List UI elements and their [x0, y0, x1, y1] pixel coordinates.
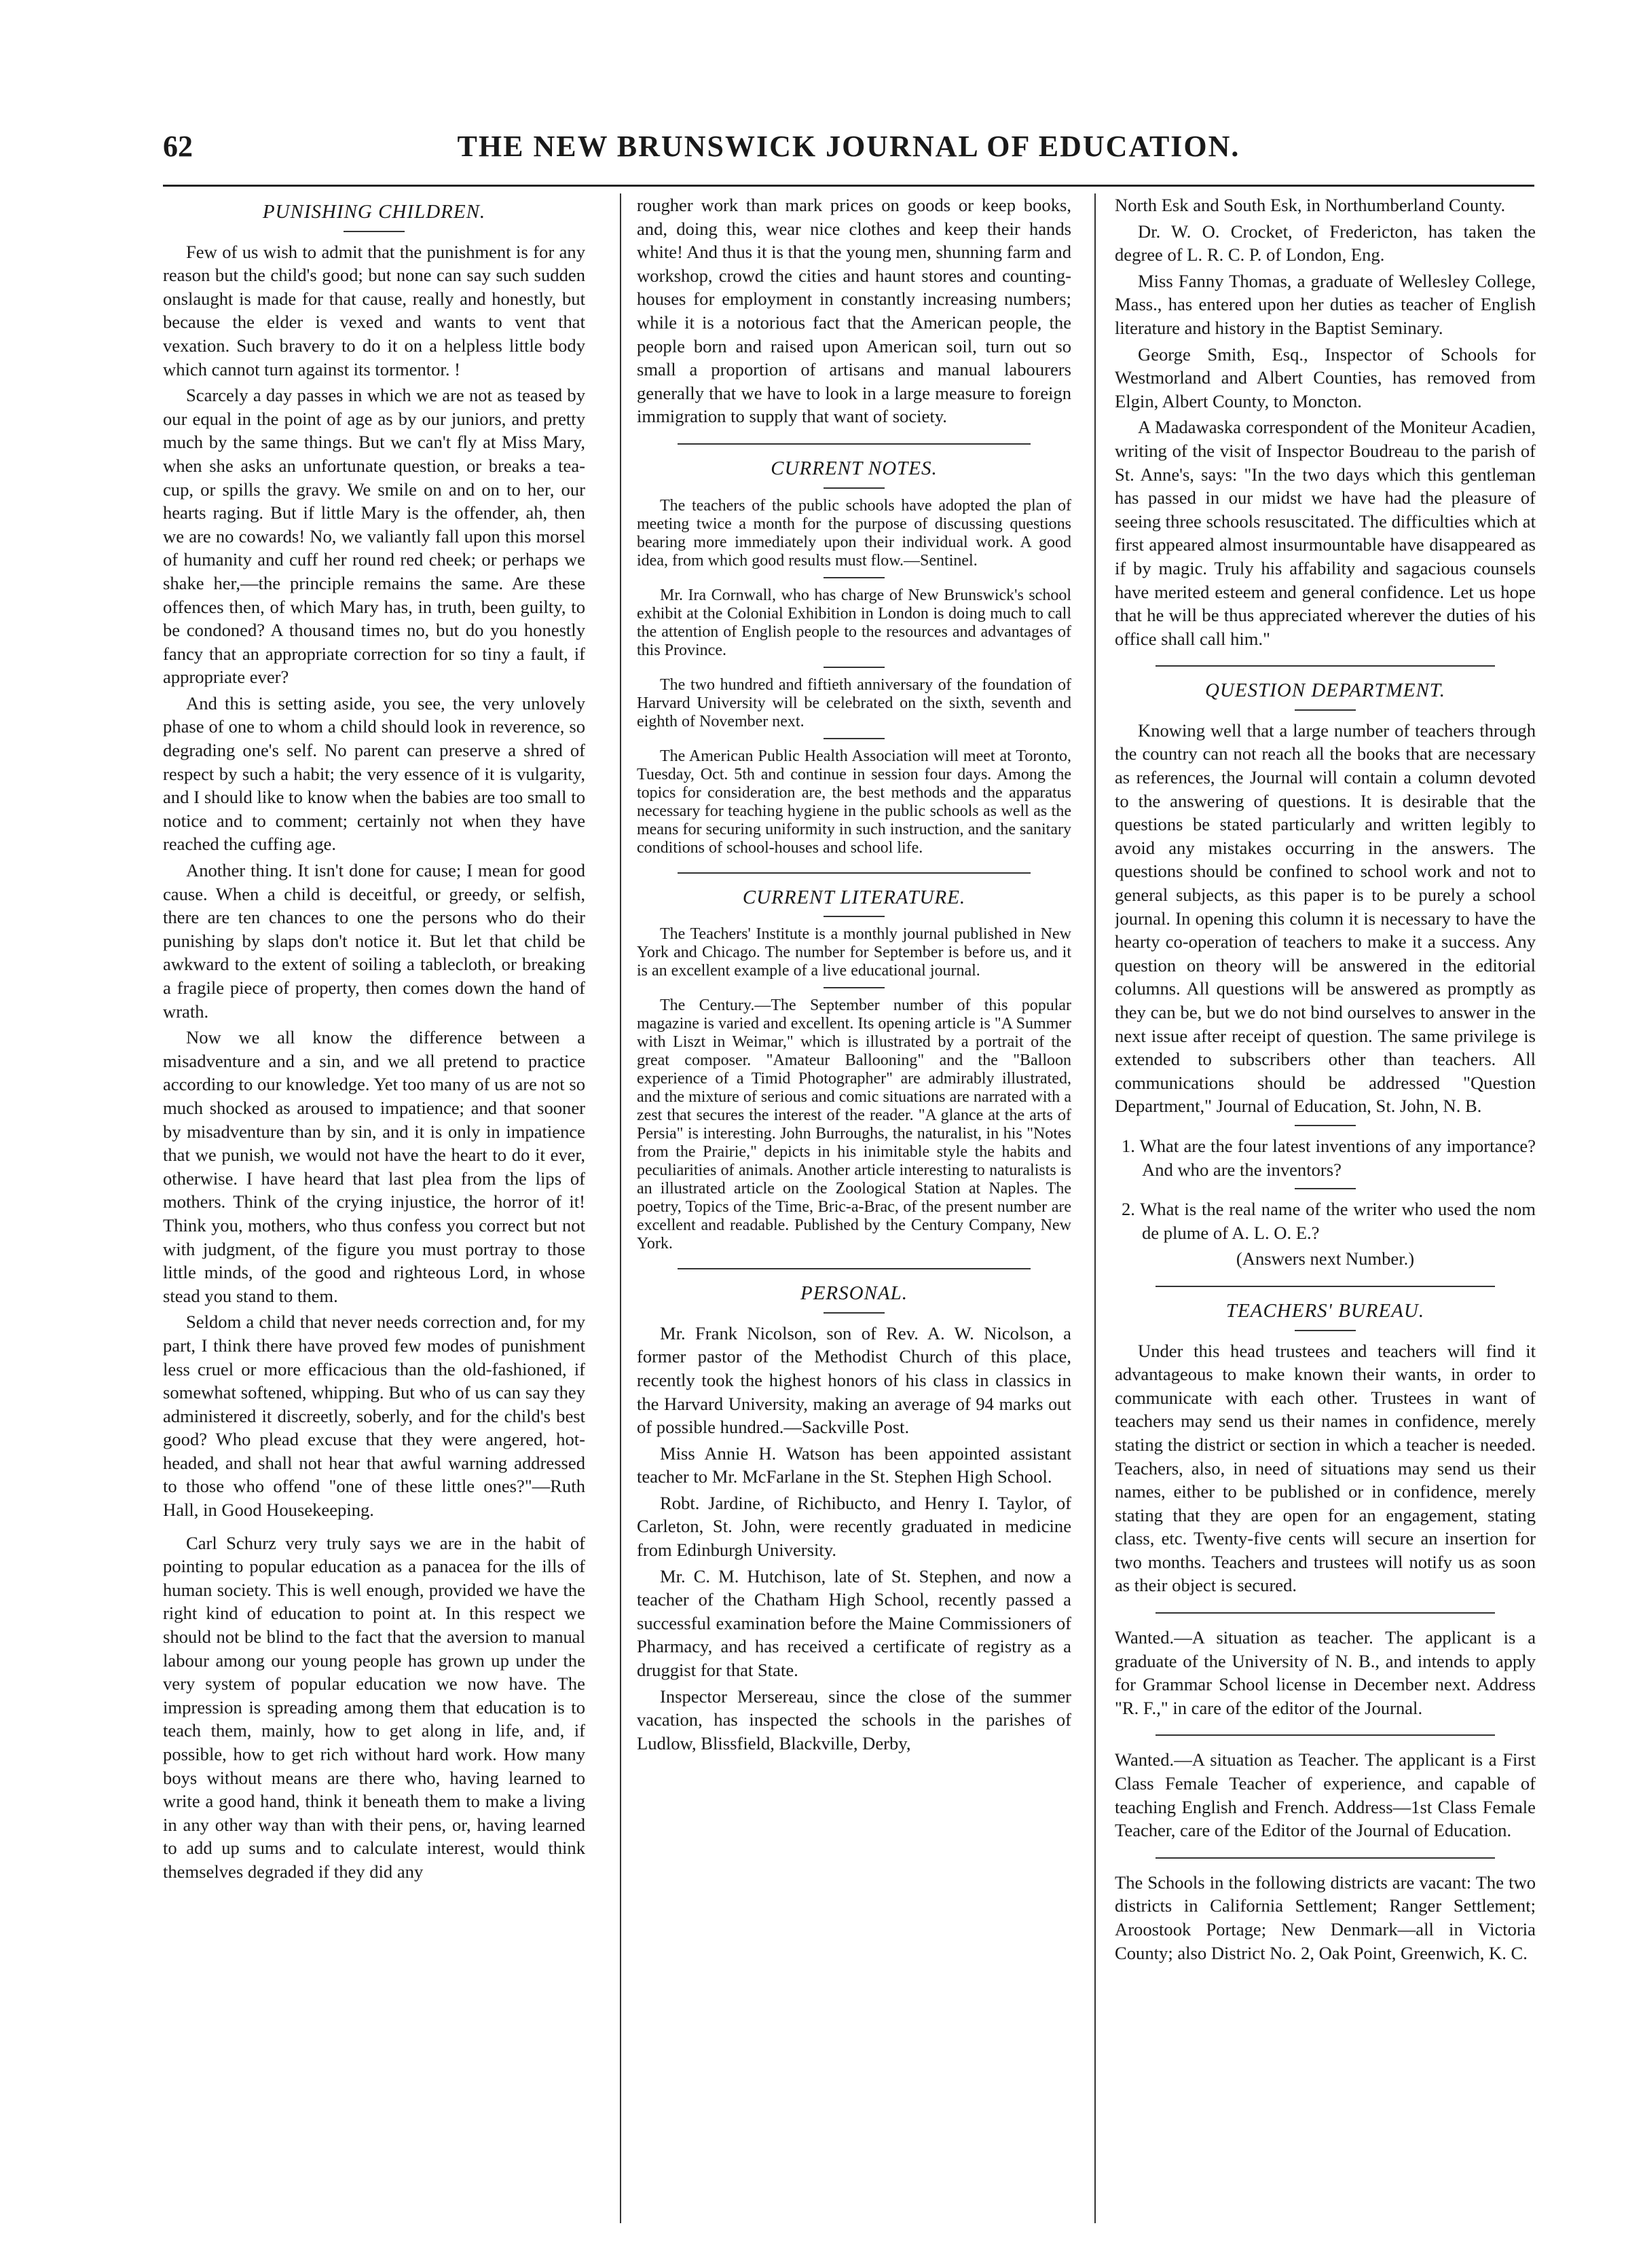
short-rule	[824, 987, 885, 988]
personal-item: A Madawaska correspondent of the Moniteur Acadien, writing of the visit of Inspector Boudreau to the parish of St. Anne's, says: "In the two days which this gentleman has passed in our midst we have had the pleasure of seeing three schools resuscitated. The difficulties which at first appeared almost insurmountable have disappeared as if by magic. Truly his affability and sagacious counsels have merited esteem and general confidence. Let us hope that he will be thus appreciated wherever the duties of his office shall call him."	[1115, 417, 1536, 649]
section-rule	[678, 1268, 1031, 1269]
bureau-advert: Wanted.—A situation as teacher. The applicant is a graduate of the University of N. B., and intends to apply for Grammar School license in December next. Address "R. F.," in care of the editor of the Journal.	[1115, 1627, 1536, 1718]
journal-title: THE NEW BRUNSWICK JOURNAL OF EDUCATION.	[457, 130, 1240, 163]
bureau-advert: The Schools in the following districts are vacant: The two districts in California Settlement; Ranger Settlement; Aroostook Portage; New Denmark—all in Victoria County; also District No. 2, Oak Point, Greenwich, K. C.	[1115, 1872, 1536, 1963]
short-rule	[824, 916, 885, 917]
section-heading-personal: PERSONAL.	[800, 1282, 908, 1305]
article-paragraph: Seldom a child that never needs correction and, for my part, I think there have proved few modes of punishment less cruel or more efficacious than the old-fashioned, if somewhat softened, whipping. But who of us can say they administered it discreetly, soberly, and for the child's best good? Who plead excuse that they were angered, hot-headed, and shall not hear that awful warning addressed to those who offend "one of these little ones?"—Ruth Hall, in Good Housekeeping.	[163, 1312, 585, 1521]
personal-item: Mr. C. M. Hutchison, late of St. Stephen, and now a teacher of the Chatham High School, recently passed a successful examination before the Maine Commissioners of Pharmacy, and has received a certificate of registry as a druggist for that State.	[637, 1565, 1071, 1681]
column-rule	[620, 193, 621, 2223]
section-rule	[1156, 1857, 1495, 1859]
personal-item: Dr. W. O. Crocket, of Fredericton, has taken the degree of L. R. C. P. of London, Eng.	[1115, 221, 1536, 265]
section-rule	[1156, 1286, 1495, 1287]
personal-item: Inspector Mersereau, since the close of the summer vacation, has inspected the schools in the parishes of Ludlow, Blissfield, Blackville, Derby,	[637, 1686, 1071, 1753]
personal-item: Miss Fanny Thomas, a graduate of Wellesley College, Mass., has entered upon her duties as teacher of English literature and history in the Baptist Seminary.	[1115, 270, 1536, 338]
short-rule	[824, 487, 885, 489]
page-number: 62	[163, 130, 193, 163]
personal-item: Robt. Jardine, of Richibucto, and Henry I. Taylor, of Carleton, St. John, were recently graduated in medicine from Edinburgh University.	[637, 1492, 1071, 1561]
short-rule	[824, 667, 885, 668]
spacer	[163, 1525, 585, 1531]
short-rule	[1295, 1330, 1356, 1331]
question-item: 2. What is the real name of the writer who used the nom de plume of A. L. O. E.?	[1122, 1199, 1536, 1243]
section-rule	[678, 443, 1031, 445]
column-middle	[637, 193, 1071, 2223]
question-item: 1. What are the four latest inventions of any importance? And who are the inventors?	[1122, 1135, 1536, 1180]
literature-item: The Century.—The September number of this popular magazine is varied and excellent. Its opening article is "A Summer with Liszt in Weimar," which is illustrated by a portrait of the great composer. "Amateur Ballooning" and the "Balloon experience of a Timid Photographer" are admirably illustrated, and the mixture of serious and comic situations are narrated with a zest that secures the interest of the reader. "A glance at the arts of Persia" is interesting. John Burroughs, the naturalist, in his "Notes from the Prairie," depicts in his inimitable style the habits and peculiarities of animals. Another article interesting to naturalists is an illustrated article on the Zoological Station at Naples. The poetry, Topics of the Time, Bric-a-Brac, of the present number are excellent and readable. Published by the Century Company, New York.	[637, 997, 1071, 1253]
literature-block	[637, 925, 1071, 1253]
column-left	[163, 193, 585, 2223]
article-paragraph: Another thing. It isn't done for cause; I mean for good cause. When a child is deceitful, or greedy, or selfish, there are ten chances to one the persons who do their punishing by slaps don't notice it. But let that child be awkward to the extent of soiling a tablecloth, or breaking a fragile piece of property, then comes down the hand of wrath.	[163, 860, 585, 1022]
personal-item: Miss Annie H. Watson has been appointed assistant teacher to Mr. McFarlane in the St. Stephen High School.	[637, 1443, 1071, 1487]
personal-item: Mr. Frank Nicolson, son of Rev. A. W. Nicolson, a former pastor of the Methodist Church of this place, recently took the highest honors of his class in classics in the Harvard University, making an average of 94 marks out of possible hundred.—Sackville Post.	[637, 1322, 1071, 1438]
personal-item: North Esk and South Esk, in Northumberland County.	[1115, 195, 1506, 215]
notes-block	[637, 497, 1071, 857]
section-heading-current-notes: CURRENT NOTES.	[771, 457, 938, 479]
note-item: The teachers of the public schools have adopted the plan of meeting twice a month for the purpose of discussing questions bearing more immediately upon their individual work. A good idea, from which good results must flow.—Sentinel.	[637, 496, 1071, 570]
article-paragraph: And this is setting aside, you see, the very unlovely phase of one to whom a child should look in reverence, so degrading one's self. No parent can preserve a shred of respect by such a habit; the very essence of it is vulgarity, and I should like to know when the babies are too small to notice and to comment; certainly not when they have reached the cuffing age.	[163, 692, 585, 855]
section-rule	[1156, 665, 1495, 667]
article-paragraph: Scarcely a day passes in which we are not as teased by our equal in the point of age as by our juniors, and pretty much by the same things. But we can't fly at Miss Mary, when she asks an unfortunate question, or breaks a tea-cup, or spills the gravy. We smile on and on to her, our hearts raging. But if little Mary is the offender, ah, then we are no cowards! No, we valiantly fall upon this morsel of humanity and cuff her round red cheek; or perhaps we shake her,—the principle remains the same. Are these offences then, of which Mary has, in truth, been guilty, to be condoned? A thousand times no, but do you honestly fancy that an appropriate correction for so tiny a fault, if appropriate ever?	[163, 385, 585, 688]
section-rule	[1156, 1612, 1495, 1614]
short-rule	[824, 577, 885, 578]
short-rule	[824, 1312, 885, 1314]
note-item: Mr. Ira Cornwall, who has charge of New Brunswick's school exhibit at the Colonial Exhibition in London is doing much to call the attention of English people to the resources and advantages of this Province.	[637, 586, 1071, 659]
section-rule	[678, 872, 1031, 874]
article-paragraph: rougher work than mark prices on goods or keep books, and, doing this, wear nice clothes and keep their hands white! And thus it is that the young men, shunning farm and workshop, crowd the cities and haunt stores and counting-houses for employment in constantly increasing numbers; while it is a notorious fact that the American people, the people born and raised upon American soil, turn out so small a proportion of artisans and manual labourers generally that we have to look in a large measure to foreign immigration to supply that want of society.	[637, 195, 1071, 427]
short-rule	[1295, 1188, 1356, 1189]
short-rule	[344, 231, 405, 232]
personal-item: George Smith, Esq., Inspector of Schools for Westmorland and Albert Counties, has removed from Elgin, Albert County, to Moncton.	[1115, 343, 1536, 411]
section-rule	[1156, 1734, 1495, 1736]
section-heading-punishing-children: PUNISHING CHILDREN.	[262, 201, 486, 223]
section-heading-question-department: QUESTION DEPARTMENT.	[1204, 680, 1446, 702]
page-header	[163, 117, 1534, 187]
questions-list	[1115, 1134, 1536, 1244]
column-right	[1115, 193, 1536, 2223]
section-heading-current-literature: CURRENT LITERATURE.	[742, 886, 966, 908]
section-heading-teachers-bureau: TEACHERS' BUREAU.	[1225, 1299, 1425, 1322]
answers-note: (Answers next Number.)	[1236, 1248, 1415, 1269]
short-rule	[824, 738, 885, 739]
note-item: The two hundred and fiftieth anniversary of the foundation of Harvard University will be celebrated on the sixth, seventh and eighth of November next.	[637, 675, 1071, 730]
short-rule	[1295, 709, 1356, 711]
article-paragraph: Carl Schurz very truly says we are in the habit of pointing to popular education as a panacea for the ills of human society. This is well enough, provided we have the right kind of education to point at. In this respect we should not be blind to the fact that the aversion to manual labour among our young people has grown up under the very system of popular education we now have. The impression is spreading among them that education is to teach them, mainly, how to get along in life, and, if possible, how to get rich without hard work. How many boys without means are there who, having learned to write a good hand, think it beneath them to make a living in any other way than with their pens, or, having learned to add up sums and to calculate interest, would think themselves degraded if they did any	[163, 1532, 585, 1882]
literature-item: The Teachers' Institute is a monthly journal published in New York and Chicago. The number for September is before us, and it is an excellent example of a live educational journal.	[637, 925, 1071, 980]
note-item: The American Public Health Association will meet at Toronto, Tuesday, Oct. 5th and continue in session four days. Among the topics for consideration are, the best methods and the apparatus necessary for teaching hygiene in the public schools as well as the means for securing uniformity in such instruction, and the sanitary conditions of school-houses and school life.	[637, 747, 1071, 857]
question-dept-paragraph: Knowing well that a large number of teachers through the country can not reach all the books that are necessary as references, the Journal will contain a column devoted to the answering of questions. It is desirable that the questions be stated particularly and written legibly to avoid any mistakes occurring in the answers. The questions should be confined to school work and not to general subjects, as this paper is to be purely a school journal. In opening this column it is necessary to have the hearty co-operation of teachers to make it a success. Any question on theory will be answered in the editorial columns. All questions will be answered as promptly as they can be, but we do not bind ourselves to answer in the next issue after receipt of question. The same privilege is extended to subscribers other than teachers. All communications should be addressed "Question Department," Journal of Education, St. John, N. B.	[1115, 720, 1536, 1117]
article-paragraph: Few of us wish to admit that the punishment is for any reason but the child's good; but none can say such sudden onslaught is made for that cause, really and honestly, but because the elder is vexed and wants to vent that vexation. Such bravery to do it on a helpless little body which cannot turn against its tormentor. !	[163, 241, 585, 379]
article-paragraph: Now we all know the difference between a misadventure and a sin, and we all pretend to practice according to our knowledge. Yet too many of us are not so much shocked as aroused to impatience; and that sooner by misadventure than by sin, and it is only in impatience that we punish, we would not have the heart to do it ever, otherwise. I have heard that last plea from the lips of mothers. Think of the crying injustice, the horror of it! Think you, mothers, who thus confess you correct but not with judgment, of the figure you must portray to those little minds, of the good and righteous Lord, in whose stead you stand to them.	[163, 1027, 585, 1306]
short-rule	[1295, 1125, 1356, 1126]
column-rule	[1094, 193, 1096, 2223]
bureau-advert: Wanted.—A situation as Teacher. The applicant is a First Class Female Teacher of experience, and capable of teaching English and French. Address—1st Class Female Teacher, care of the Editor of the Journal of Education.	[1115, 1749, 1536, 1841]
bureau-paragraph: Under this head trustees and teachers will find it advantageous to make known their wants, in order to communicate with each other. Trustees in want of teachers may send us their names in confidence, merely stating the district or section in which a teacher is needed. Teachers, also, in need of situations may send us their names, either to be published or in confidence, merely stating that they are open for an engagement, stating class, etc. Twenty-five cents will secure an insertion for two months. Teachers and trustees will notify us as soon as their object is secured.	[1115, 1340, 1536, 1596]
